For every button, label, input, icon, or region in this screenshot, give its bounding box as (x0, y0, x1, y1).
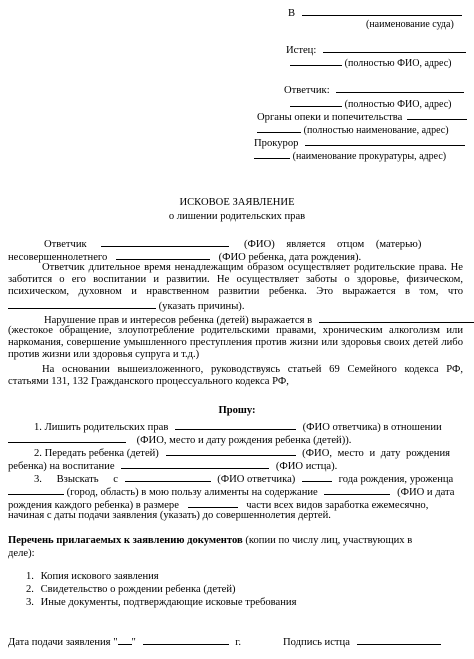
court-caption: (наименование суда) (366, 19, 454, 30)
document-subtitle: о лишении родительских прав (168, 211, 306, 222)
attachment-number-1: 1. (26, 571, 34, 582)
prosecutor-field-2[interactable] (254, 148, 290, 159)
attachment-item-1 (26, 571, 159, 583)
defendant-label: Ответчик: (284, 85, 330, 96)
request-item2-caption: (ФИО, место и дату рождения (302, 448, 450, 459)
guardianship-label: Органы опеки и попечительства (257, 112, 403, 123)
attachment-number-3: 3. (26, 597, 34, 608)
submission-date (8, 634, 241, 649)
date-label: Дата подачи заявления " (8, 637, 118, 648)
defendant-name-field[interactable] (101, 236, 229, 247)
prosecutor-label: Прокурор (254, 138, 299, 149)
request-item1-text: 1. Лишить родительских прав (34, 422, 169, 433)
court-field[interactable] (302, 5, 462, 16)
request-item3-line4: начиная с даты подачи заявления (указать) до совершеннолетия дертей. (8, 510, 331, 521)
date-day-field[interactable] (118, 634, 132, 645)
p1-relation-text: (ФИО) является отцом (матерью) (244, 239, 422, 250)
p2-text: Ответчик длительное время ненадлежащим образом осуществляет родительские права. Не заботится о его воспитании и развитии. Не осуществляет заботы о здоровье, физическом, психическом, духовном и нравственном развитии ребенка. Это выражается в том, что (8, 262, 463, 297)
request-item3-text: 3. Взыскать с (34, 474, 118, 485)
prosecutor-field[interactable] (305, 135, 465, 146)
request-item1-caption: (ФИО ответчика) в отношении (302, 422, 442, 433)
request-item3-child-caption: (ФИО и дата (397, 487, 455, 498)
defendant-line (284, 82, 464, 97)
request-item3-share-text: части всех видов заработка ежемесячно, (246, 500, 429, 511)
item3-birthyear-field[interactable] (302, 471, 332, 482)
request-item2-custody-label: ребенка) на воспитание (8, 461, 115, 472)
item3-birthplace-field[interactable] (8, 484, 64, 495)
court-line (288, 5, 462, 20)
attachment-item-3 (26, 597, 296, 609)
plaintiff-field-2[interactable] (290, 55, 342, 66)
attachments-heading-rest: (копии по числу лиц, участвующих в (245, 535, 413, 546)
plaintiff-line-2 (290, 55, 451, 70)
p1-child-caption: (ФИО ребенка, дата рождения). (218, 252, 362, 263)
p1-defendant-label: Ответчик (44, 239, 87, 250)
attachment-number-2: 2. (26, 584, 34, 595)
request-heading: Прошу: (218, 405, 256, 416)
date-year-suffix: г. (235, 637, 241, 648)
prosecutor-line-2 (254, 148, 446, 163)
reasons-field[interactable] (8, 298, 156, 309)
p4-paragraph (8, 364, 463, 388)
plaintiff-field[interactable] (323, 42, 466, 53)
guardianship-field-2[interactable] (257, 122, 301, 133)
attachment-text-1: Копия искового заявления (40, 571, 159, 582)
guardianship-caption: (полностью наименование, адрес) (303, 125, 449, 136)
p1-minor-label: несовершеннолетнего (8, 252, 108, 263)
item1-child-field[interactable] (8, 432, 126, 443)
request-item2-plaintiff-caption: (ФИО истца). (275, 461, 338, 472)
attachments-heading-bold: Перечень прилагаемых к заявлению документов (8, 535, 243, 546)
request-item3-alimony-text: (город, область) в мою пользу алименты на содержание (66, 487, 318, 498)
attachments-heading-cont: деле): (8, 548, 35, 559)
court-prefix: В (288, 8, 296, 19)
prosecutor-caption: (наименование прокуратуры, адрес) (292, 151, 447, 162)
signature-line (283, 634, 441, 649)
item3-defendant-field[interactable] (125, 471, 211, 482)
date-quote: " (131, 637, 136, 648)
item3-child-field[interactable] (324, 484, 390, 495)
request-item3-birth-text: года рождения, уроженца (338, 474, 454, 485)
attachments-heading (8, 535, 412, 547)
p3-paragraph (8, 325, 463, 361)
item1-defendant-field[interactable] (175, 419, 296, 430)
attachment-text-3: Иные документы, подтверждающие исковые требования (40, 597, 297, 608)
request-item3-caption: (ФИО ответчика) (217, 474, 296, 485)
defendant-caption: (полностью ФИО, адрес) (344, 99, 452, 110)
signature-label: Подпись истца (283, 637, 350, 648)
document-title: ИСКОВОЕ ЗАЯВЛЕНИЕ (179, 197, 295, 208)
attachment-item-2 (26, 584, 236, 596)
item2-child-field[interactable] (166, 445, 296, 456)
violation-field[interactable] (319, 312, 474, 323)
attachment-text-2: Свидетельство о рождении ребенка (детей) (40, 584, 236, 595)
defendant-field-2[interactable] (290, 96, 342, 107)
p3-intro: Нарушение прав и интересов ребенка (детей) выражается в (44, 315, 313, 326)
request-item2-text: 2. Передать ребенка (детей) (34, 448, 159, 459)
p2-paragraph (8, 262, 463, 313)
request-item1-child-caption: (ФИО, место и дату рождения ребенка (детей)). (136, 435, 352, 446)
request-item3-amount-label: рождения каждого ребенка) в размере (8, 500, 179, 511)
signature-field[interactable] (357, 634, 441, 645)
child-name-field[interactable] (116, 249, 210, 260)
plaintiff-label: Истец: (286, 45, 317, 56)
plaintiff-caption: (полностью ФИО, адрес) (344, 58, 452, 69)
p2-reasons-caption: (указать причины). (158, 301, 245, 312)
item2-plaintiff-field[interactable] (121, 458, 269, 469)
date-month-year-field[interactable] (143, 634, 229, 645)
item3-share-field[interactable] (188, 497, 238, 508)
defendant-field[interactable] (336, 82, 464, 93)
p3-examples: (жестокое обращение, злоупотребление родительскими правами, хроническим алкоголизм или наркомания, совершение умышленного преступления против жизни или здоровья своих детей либо против жизни или здоровья супруга и т.д.) (8, 325, 463, 360)
guardianship-field[interactable] (407, 109, 467, 120)
p4-legal-basis: На основании вышеизложенного, руководствуясь статьей 69 Семейного кодекса РФ, статьями 131, 132 Гражданского процессуального кодекса РФ, (8, 364, 463, 387)
